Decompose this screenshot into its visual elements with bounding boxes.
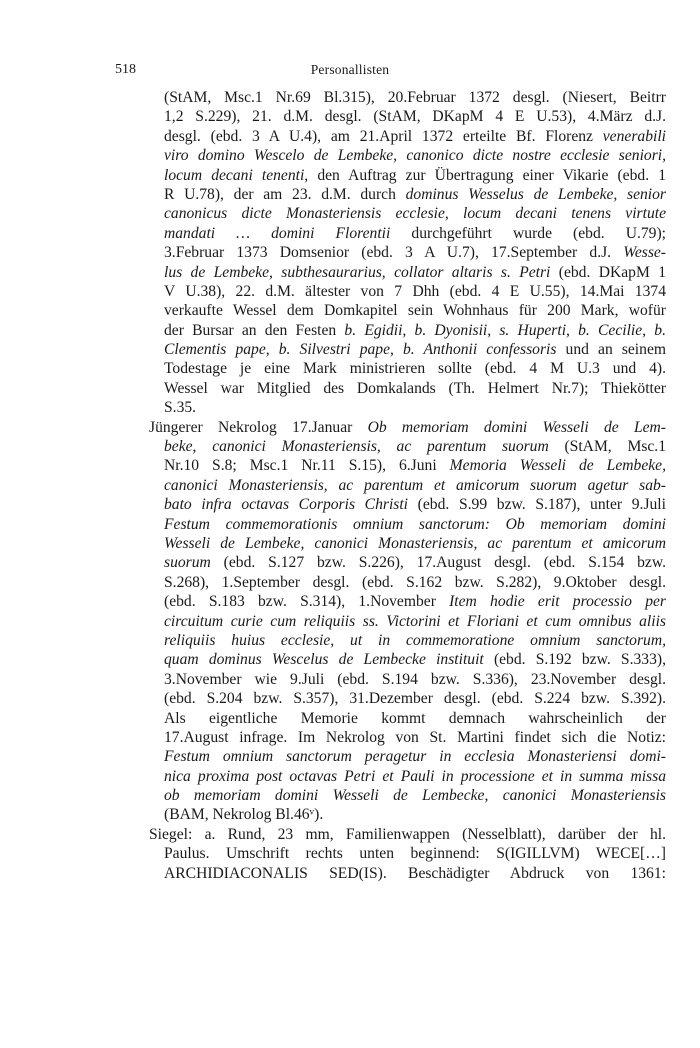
- text-line: Siegel: a. Rund, 23 mm, Familienwappen (Nesselblatt), darüber der hl.: [149, 825, 666, 843]
- text-line: locum decani tenenti, den Auftrag zur Übertragung einer Vikarie (ebd. 1: [164, 166, 666, 184]
- text-line: lus de Lembeke, subthesaurarius, collator altaris s. Petri (ebd. DKapM 1: [164, 263, 666, 281]
- running-head: Personallisten: [310, 62, 390, 77]
- text-line: Todestage je eine Mark ministrieren sollte (ebd. 4 M U.3 und 4).: [164, 360, 666, 378]
- text-line: (ebd. S.204 bzw. S.357), 31.Dezember desgl. (ebd. S.224 bzw. S.392).: [164, 690, 666, 708]
- body-text: [149, 88, 666, 883]
- text-line: desgl. (ebd. 3 A U.4), am 21.April 1372 erteilte Bf. Florenz venerabili: [164, 127, 666, 145]
- text-line: ARCHIDIACONALIS SED(IS). Beschädigter Abdruck von 1361:: [164, 864, 666, 882]
- text-line: canonici Monasteriensis, ac parentum et amicorum suorum agetur sab-: [164, 476, 666, 494]
- text-line: V U.38), 22. d.M. ältester von 7 Dhh (ebd. 4 E U.55), 14.Mai 1374: [164, 282, 666, 300]
- text-line: reliquiis huius ecclesie, ut in commemoratione omnium sanctorum,: [164, 631, 666, 649]
- text-line: bato infra octavas Corporis Christi (ebd. S.99 bzw. S.187), unter 9.Juli: [164, 496, 666, 514]
- page-number: 518: [115, 62, 136, 77]
- text-line: (StAM, Msc.1 Nr.69 Bl.315), 20.Februar 1372 desgl. (Niesert, Beitrr: [164, 89, 666, 106]
- text-line: S.35.: [164, 399, 197, 417]
- text-line: nica proxima post octavas Petri et Pauli in processione et in summa missa: [164, 767, 666, 785]
- text-line: mandati … domini Florentii durchgeführt wurde (ebd. U.79);: [164, 224, 666, 242]
- text-line: der Bursar an den Festen b. Egidii, b. Dyonisii, s. Huperti, b. Cecilie, b.: [164, 321, 666, 339]
- text-line: Wessel war Mitglied des Domkalands (Th. Helmert Nr.7); Thiekötter: [164, 379, 666, 397]
- text-line: Festum omnium sanctorum peragetur in ecclesia Monasteriensi domi-: [164, 748, 666, 766]
- text-line: 17.August infrage. Im Nekrolog von St. Martini findet sich die Notiz:: [164, 728, 666, 746]
- text-line: Nr.10 S.8; Msc.1 Nr.11 S.15), 6.Juni Memoria Wesseli de Lembeke,: [164, 457, 666, 475]
- text-line: suorum (ebd. S.127 bzw. S.226), 17.August desgl. (ebd. S.154 bzw.: [164, 554, 666, 572]
- text-line: 1,2 S.229), 21. d.M. desgl. (StAM, DKapM 4 E U.53), 4.März d.J.: [164, 108, 666, 126]
- text-line: Als eigentliche Memorie kommt demnach wahrscheinlich der: [164, 709, 666, 727]
- text-line: verkaufte Wessel dem Domkapitel sein Wohnhaus für 200 Mark, wofür: [164, 302, 666, 320]
- text-line: (ebd. S.183 bzw. S.314), 1.November Item hodie erit processio per: [164, 593, 666, 611]
- text-line: R U.78), der am 23. d.M. durch dominus Wesselus de Lembeke, senior: [164, 185, 666, 203]
- text-line: Paulus. Umschrift rechts unten beginnend: S(IGILLVM) WECE[…]: [164, 845, 666, 863]
- text-line: 3.November wie 9.Juli (ebd. S.194 bzw. S.336), 23.November desgl.: [164, 670, 666, 688]
- text-line: Wesseli de Lembeke, canonici Monasteriensis, ac parentum et amicorum: [164, 534, 666, 552]
- text-line: viro domino Wescelo de Lembeke, canonico dicte nostre ecclesie seniori,: [164, 147, 666, 165]
- text-line: canonicus dicte Monasteriensis ecclesie, locum decani tenens virtute: [164, 205, 666, 223]
- text-line: circuitum curie cum reliquiis ss. Victorini et Floriani et cum omnibus aliis: [164, 612, 666, 630]
- text-line: Festum commemorationis omnium sanctorum: Ob memoriam domini: [164, 515, 666, 533]
- text-line: Clementis pape, b. Silvestri pape, b. Anthonii confessoris und an seinem: [164, 341, 666, 359]
- text-line: ob memoriam domini Wesseli de Lembecke, canonici Monasteriensis: [164, 787, 666, 805]
- text-line: S.268), 1.September desgl. (ebd. S.162 bzw. S.282), 9.Oktober desgl.: [164, 573, 666, 591]
- text-line: quam dominus Wescelus de Lembecke instituit (ebd. S.192 bzw. S.333),: [164, 651, 666, 669]
- text-line: Jüngerer Nekrolog 17.Januar Ob memoriam domini Wesseli de Lem-: [149, 418, 666, 436]
- text-line: 3.Februar 1373 Domsenior (ebd. 3 A U.7), 17.September d.J. Wesse-: [164, 244, 666, 262]
- text-line: (BAM, Nekrolog Bl.46ᵛ).: [164, 806, 324, 824]
- page-header: [0, 62, 700, 84]
- text-line: beke, canonici Monasteriensis, ac parentum suorum (StAM, Msc.1: [164, 438, 666, 456]
